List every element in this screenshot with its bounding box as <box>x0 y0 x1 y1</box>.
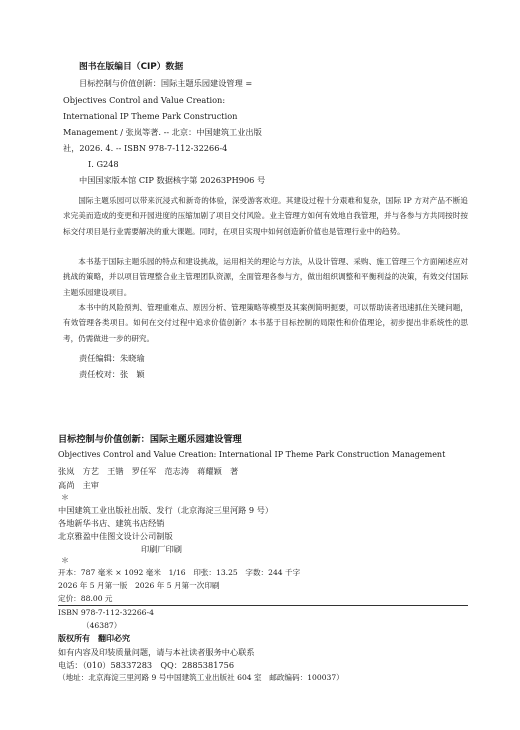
cip-line-class: Ⅰ. G248 <box>88 159 119 169</box>
separator-star-1: ＊ <box>61 493 69 502</box>
service-notice: 如有内容及印装质量问题，请与本社读者服务中心联系 <box>58 647 255 657</box>
colophon-isbn: ISBN 978-7-112-32266-4 <box>58 608 154 617</box>
contact-address: （地址：北京海淀三里河路 9 号中国建筑工业出版社 604 室 邮政编码：100037） <box>58 673 344 682</box>
colophon-reviewer: 高尚 主审 <box>58 480 99 490</box>
intro-paragraph-3: 本书中的风险预判、管理重难点、原因分析、管理策略等模型及其案例简明扼要，可以帮助读者迅速抓住关键问题，有效管理各类项目。如何在交付过程中追求价值创新？本书基于目标控制的局限性和价值理论，初步提出非系统性的思考，仍需做进一步的研究。 <box>63 303 468 343</box>
colophon-code: （46387） <box>82 621 122 630</box>
intro-paragraph-2: 本书基于国际主题乐园的特点和建设挑战，运用相关的理论与方法，从设计管理、采购、施工管理三个方面阐述应对挑战的策略，并以项目管理整合业主管理团队资源，全面管理各参与方，做出组织调整和平衡利益的决策，有效交付国际主题乐园建设项目。 <box>63 257 468 297</box>
colophon-authors: 张岚 方艺 王锴 罗任军 范志涛 蒋耀颖 著 <box>58 466 239 476</box>
colophon-printer: 印刷厂印刷 <box>141 544 182 554</box>
divider-rule <box>58 605 468 606</box>
colophon-format: 开本：787 毫米 × 1092 毫米 1/16 印张：13.25 字数：244 千字 <box>58 568 301 577</box>
cip-line-title: 目标控制与价值创新：国际主题乐园建设管理 = <box>79 78 253 88</box>
cip-line-en-1: Objectives Control and Value Creation: <box>63 95 226 105</box>
cip-line-number: 中国国家版本馆 CIP 数据核字第 20263PH906 号 <box>79 175 266 185</box>
intro-paragraph-1: 国际主题乐园可以带来沉浸式和新奇的体验，深受游客欢迎。其建设过程十分艰难和复杂，国际 IP 方对产品不断追求完美而造成的变更和开园进度的压缩加剧了项目交付风险。业主管理方如何有效地自我管理，并与各参与方共同按时按标交付项目是行业需要解决的重大课题。同时，在项目实现中如何创造新价值也是管理行业中的趋势。 <box>63 196 468 236</box>
responsible-editor: 责任编辑：朱晓瑜 <box>79 353 145 363</box>
separator-star-2: ＊ <box>61 556 69 565</box>
contact-phone: 电话：（010）58337283 QQ：2885381756 <box>58 660 235 670</box>
cip-line-en-2: International IP Theme Park Construction <box>63 111 238 121</box>
colophon-distributors: 各地新华书店、建筑书店经销 <box>58 518 165 528</box>
colophon-typesetter: 北京雅盈中佳图文设计公司制版 <box>58 531 173 541</box>
colophon-title-cn: 目标控制与价值创新：国际主题乐园建设管理 <box>58 434 242 445</box>
colophon-price: 定价：88.00 元 <box>58 594 113 603</box>
cip-line-en-3: Management / 张岚等著. -- 北京：中国建筑工业出版 <box>63 127 262 137</box>
cip-heading: 图书在版编目（CIP）数据 <box>79 62 184 72</box>
copyright-notice: 版权所有 翻印必究 <box>58 634 130 643</box>
colophon-title-en: Objectives Control and Value Creation: International IP Theme Park Construction Management <box>58 450 446 459</box>
colophon-publisher: 中国建筑工业出版社出版、发行（北京海淀三里河路 9 号） <box>58 505 274 515</box>
responsible-proofreader: 责任校对：张 颖 <box>79 369 145 379</box>
cip-line-isbn: 社，2026. 4. -- ISBN 978-7-112-32266-4 <box>63 143 228 153</box>
colophon-edition: 2026 年 5 月第一版 2026 年 5 月第一次印刷 <box>58 581 220 590</box>
